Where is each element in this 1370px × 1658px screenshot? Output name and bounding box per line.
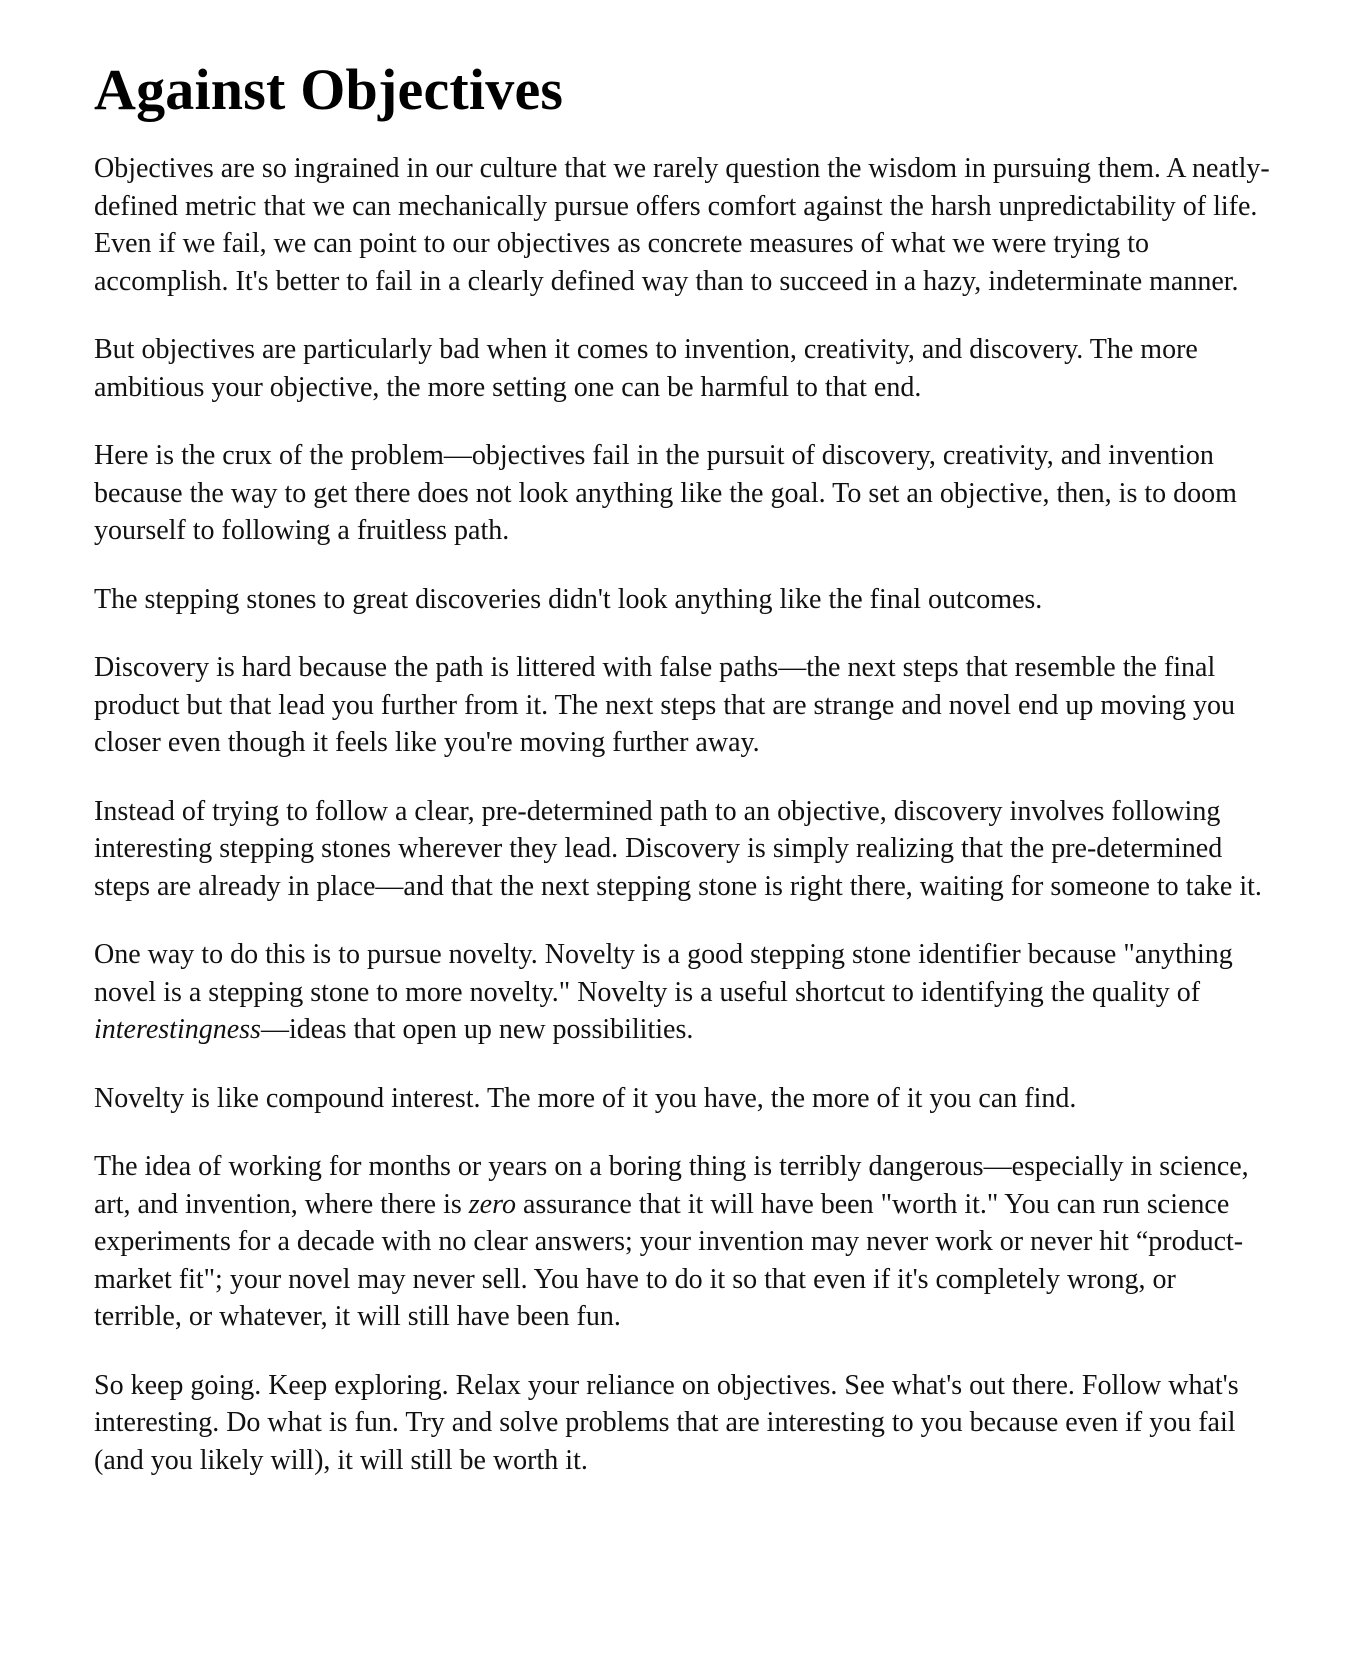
paragraph-10: So keep going. Keep exploring. Relax your reliance on objectives. See what's out there. Follow what's interesting. Do what is fun. Try and solve problems that are interesting to you because even if you fail (and you likely will), it will still be worth it. [94, 1369, 1239, 1476]
paragraph-6: Instead of trying to follow a clear, pre-determined path to an objective, discovery involves following interesting stepping stones wherever they lead. Discovery is simply realizing that the pre-determined steps are already in place—and that the next stepping stone is right there, waiting for someone to take it. [94, 795, 1262, 902]
paragraph-4: The stepping stones to great discoveries didn't look anything like the final outcomes. [94, 583, 1043, 615]
paragraph-2: But objectives are particularly bad when it comes to invention, creativity, and discovery. The more ambitious your objective, the more setting one can be harmful to that end. [94, 334, 1198, 403]
paragraph-7-text-before: One way to do this is to pursue novelty. Novelty is a good stepping stone identifier because "anything novel is a stepping stone to more novelty." Novelty is a useful shortcut to identifying the quality of [94, 939, 1233, 1008]
paragraph-1: Objectives are so ingrained in our culture that we rarely question the wisdom in pursuing them. A neatly-defined metric that we can mechanically pursue offers comfort against the harsh unpredictability of life. Even if we fail, we can point to our objectives as concrete measures of what we were trying to accomplish. It's better to fail in a clearly defined way than to succeed in a hazy, indeterminate manner. [94, 153, 1270, 297]
paragraph-8: Novelty is like compound interest. The more of it you have, the more of it you can find. [94, 1082, 1077, 1114]
article [94, 54, 1270, 1479]
paragraph-5: Discovery is hard because the path is littered with false paths—the next steps that resemble the final product but that lead you further from it. The next steps that are strange and novel end up moving you closer even though it feels like you're moving further away. [94, 652, 1235, 758]
page-title: Against Objectives [94, 57, 564, 122]
paragraph-9-text-after: assurance that it will have been "worth it." You can run science experiments for a decade with no clear answers; your invention may never work or never hit “product-market fit"; your novel may never sell. You have to do it so that even if it's completely wrong, or terrible, or whatever, it will still have been fun. [94, 1188, 1244, 1332]
paragraph-9-text-before: The idea of working for months or years on a boring thing is terribly dangerous—especially in science, art, and invention, where there is [94, 1151, 1249, 1220]
paragraph-7 [94, 936, 1270, 1049]
paragraph-9 [94, 1148, 1270, 1336]
paragraph-7-text-after: —ideas that open up new possibilities. [260, 1014, 694, 1045]
paragraph-3: Here is the crux of the problem—objectives fail in the pursuit of discovery, creativity, and invention because the way to get there does not look anything like the goal. To set an objective, then, is to doom yourself to following a fruitless path. [94, 440, 1237, 546]
paragraph-7-emphasis: interestingness [94, 1014, 261, 1045]
paragraph-9-emphasis: zero [468, 1188, 516, 1220]
